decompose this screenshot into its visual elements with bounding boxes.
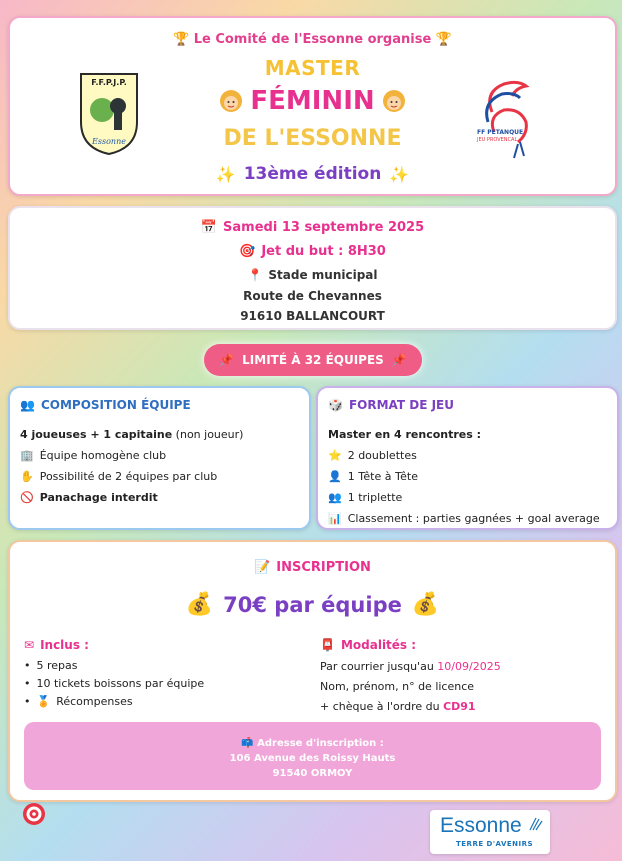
inclus-item-text: 10 tickets boissons par équipe [36,676,205,690]
route-text: Route de Chevannes [243,289,382,303]
essonne-logo [430,810,550,854]
team-icon: 👥 [20,398,35,412]
inscription-card [8,540,617,802]
inclus-section [24,634,204,710]
composition-list [20,424,243,508]
inscription-title [10,560,615,575]
composition-title-text: COMPOSITION ÉQUIPE [40,398,191,412]
memo-icon: 📝 [254,560,271,575]
composition-card [8,386,311,530]
courrier-line [320,656,501,676]
list-item [328,445,600,466]
inclus-title-text: Inclus : [40,638,89,652]
format-item-text: 2 doublettes [347,449,417,462]
address-box [24,722,601,790]
essonne-logo-name: Essonne [440,814,522,837]
address-title [24,736,601,751]
trophy-icon: 🏆 [435,32,452,47]
ffpjp-logo [78,72,140,156]
composition-title [20,398,191,412]
title-essonne: DE L'ESSONNE [223,126,402,151]
list-item [20,445,243,466]
jet-line [10,244,615,259]
price-row [10,592,615,617]
date-text: Samedi 13 septembre 2025 [223,220,425,235]
list-item [328,466,600,487]
target-icon: 🎯 [239,244,256,259]
hand-icon: ✋ [20,470,34,483]
address-city: 91540 ORMOY [272,768,353,779]
building-icon: 🏢 [20,449,34,462]
list-item [20,487,243,508]
format-intro: Master en 4 rencontres : [328,428,482,441]
person-icon: 👤 [328,470,342,483]
list-item [328,508,600,529]
cheque-line [320,696,501,716]
sun-rays-icon [528,816,544,832]
pin-icon: 📌 [391,353,407,367]
lieu-text: Stade municipal [268,268,378,282]
format-list [328,424,600,529]
date-limite-text: 10/09/2025 [437,659,501,673]
team-size-text: 4 joueuses + 1 capitaine [20,428,173,441]
pin-icon: 📌 [219,353,235,367]
essonne-logo-sub: TERRE D'AVENIRS [456,840,534,848]
organise-text: Le Comité de l'Essonne organise [193,32,432,47]
courrier-text: Par courrier jusqu'au [320,659,438,673]
star-icon: ⭐ [328,449,342,462]
modalites-title [320,634,501,656]
mailbox-icon: 📮 [320,638,335,652]
sparkle-icon: ✨ [389,164,410,184]
title-master: MASTER [264,56,361,80]
lieu-line [10,268,615,282]
cheque-text: + chèque à l'ordre du [320,699,444,713]
ff-petanque-logo [474,72,540,164]
format-item-text: Classement : parties gagnées + goal average [347,512,600,525]
limit-badge [204,344,422,376]
envelope-icon: ✉ [24,638,35,652]
woman-icon [381,88,407,114]
edition-text: 13ème édition [243,164,382,184]
ffpjp-logo-text: F.F.P.J.P. [91,78,127,87]
woman-icon [218,88,244,114]
inclus-title [24,634,204,656]
team-size-note: (non joueur) [172,428,244,441]
dice-icon: 🎲 [328,398,343,412]
sparkle-icon: ✨ [215,164,236,184]
edition-row [10,164,615,184]
modalites-title-text: Modalités : [340,638,417,652]
header-card [8,16,617,196]
list-item [20,424,243,445]
target-icon [22,802,46,826]
format-card [316,386,619,530]
two-teams-text: Possibilité de 2 équipes par club [39,470,218,483]
limit-text: LIMITÉ À 32 ÉQUIPES [242,353,384,367]
date-line [10,220,615,235]
list-item: • 5 repas [24,658,78,672]
inscription-title-text: INSCRIPTION [276,560,371,575]
inclus-item-text: 5 repas [36,658,78,672]
event-card [8,206,617,330]
money-bag-icon: 💰 [185,592,214,617]
infos-text: Nom, prénom, n° de licence [320,679,475,693]
address-title-text: Adresse d'inscription : [257,738,384,749]
list-item: • 🏅 Récompenses [24,694,133,708]
jet-text: Jet du but : 8H30 [261,244,386,259]
ff-logo-sub: JEU PROVENCAL [477,137,518,143]
format-item-text: 1 Tête à Tête [347,470,418,483]
mailbox-icon: 📫 [241,738,254,749]
format-title-text: FORMAT DE JEU [348,398,454,412]
list-item: • 10 tickets boissons par équipe [24,676,205,690]
forbidden-icon: 🚫 [20,491,34,504]
address-street: 106 Avenue des Roissy Hauts [229,753,396,764]
ff-logo-text: FF PETANQUE [477,129,524,136]
people-icon: 👥 [328,491,342,504]
list-item [328,487,600,508]
cd-text: CD91 [443,699,476,713]
bar-chart-icon: 📊 [328,512,342,525]
trophy-icon: 🏆 [172,32,190,47]
price-text: 70€ par équipe [223,592,402,617]
money-bag-icon: 💰 [411,592,440,617]
format-title [328,398,454,412]
list-item [20,466,243,487]
ville-text: 91610 BALLANCOURT [240,309,385,323]
format-item-text: 1 triplette [347,491,403,504]
panachage-text: Panachage interdit [39,491,158,504]
calendar-icon: 📅 [200,220,218,235]
homogeneous-text: Équipe homogène club [39,449,167,462]
inclus-item-text: Récompenses [56,694,133,708]
organise-line [10,32,615,47]
title-feminin: FÉMININ [250,86,375,116]
pin-icon: 📍 [247,268,263,282]
modalites-section [320,634,501,716]
ffpjp-logo-sub: Essonne [92,137,126,146]
medal-icon: 🏅 [36,694,51,708]
